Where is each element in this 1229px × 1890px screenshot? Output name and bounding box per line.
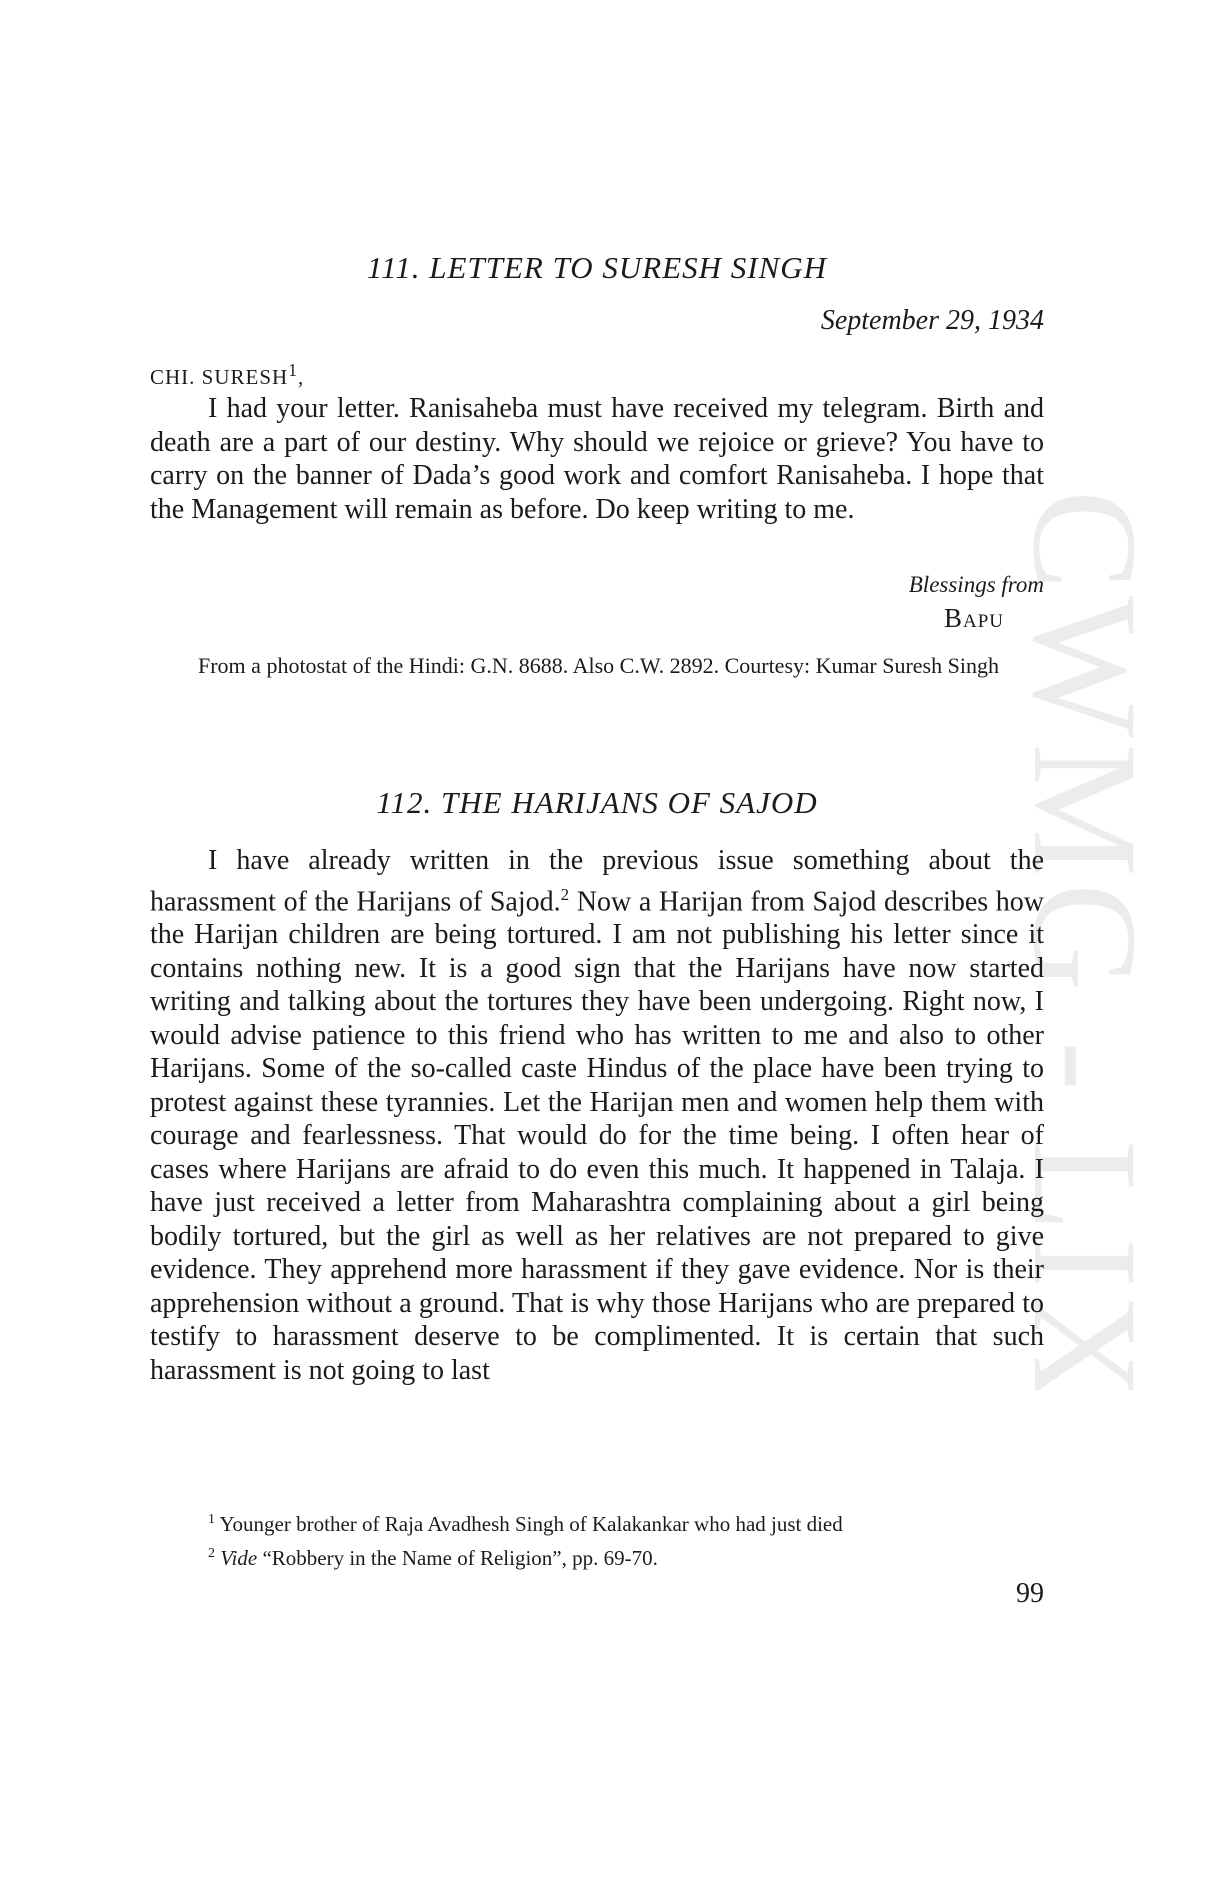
letter-date: September 29, 1934	[820, 305, 1044, 336]
footnote-1-text: Younger brother of Raja Avadhesh Singh of Kalakankar who had just died	[219, 1512, 843, 1536]
article-text-part-1: I have already written in the previous issue something about the harassment of the Harijans of Sajod.	[150, 845, 1044, 917]
footnote-2-vide: Vide	[220, 1546, 258, 1570]
footnote-ref-2: 2	[560, 884, 570, 904]
article-paragraph	[150, 844, 1044, 1387]
letter-body	[150, 392, 1044, 526]
signature	[944, 603, 1004, 634]
document-heading-112: 112. THE HARIJANS OF SAJOD	[376, 785, 818, 820]
footnote-2	[150, 1539, 1044, 1573]
footnote-1-number: 1	[208, 1512, 215, 1527]
footnote-ref-1: 1	[288, 360, 298, 380]
closing-blessing: Blessings from	[908, 572, 1044, 597]
signature-text: Bapu	[943, 603, 1004, 633]
footnote-1	[150, 1505, 1044, 1539]
letter-paragraph: I had your letter. Ranisaheba must have received my telegram. Birth and death are a part of our destiny. Why should we rejoice or grieve? You have to carry on the banner of Dada’s good work and comfort Ranisaheba. I hope that the Management will remain as before. Do keep writing to me.	[150, 393, 1044, 525]
page-number: 99	[1016, 1578, 1044, 1609]
footnotes	[150, 1505, 1044, 1573]
salutation-text: CHI. SURESH	[150, 365, 289, 389]
footnote-2-text: “Robbery in the Name of Religion”, pp. 69-70.	[257, 1546, 658, 1570]
salutation: CHI. SURESH$^1$,	[150, 360, 305, 389]
document-heading-111: 111. LETTER TO SURESH SINGH	[366, 250, 828, 285]
watermark-text: CWMG LIX	[1005, 490, 1145, 1390]
footnote-2-number: 2	[208, 1546, 215, 1561]
source-note: From a photostat of the Hindi: G.N. 8688. Also C.W. 2892. Courtesy: Kumar Suresh Singh	[198, 653, 999, 678]
article-body	[150, 844, 1044, 1387]
article-text-part-2: Now a Harijan from Sajod describes how the Harijan children are being tortured. I am not publishing his letter since it contains nothing new. It is a good sign that the Harijans have now started writing and talking about the tortures they have been undergoing. Right now, I would advise patience to this friend who has written to me and also to other Harijans. Some of the so-called caste Hindus of the place have been trying to protest against these tyrannies. Let the Harijan men and women help them with courage and fearlessness. That would do for the time being. I often hear of cases where Harijans are afraid to do even this much. It happened in Talaja. I have just received a letter from Maharashtra complaining about a girl being bodily tortured, but the girl as well as her relatives are not prepared to give evidence. They apprehend more harassment if they gave evidence. Nor is their apprehension without a ground. That is why those Harijans who are prepared to testify to harassment deserve to be complimented. It is certain that such harassment is not going to last	[150, 885, 1044, 1386]
